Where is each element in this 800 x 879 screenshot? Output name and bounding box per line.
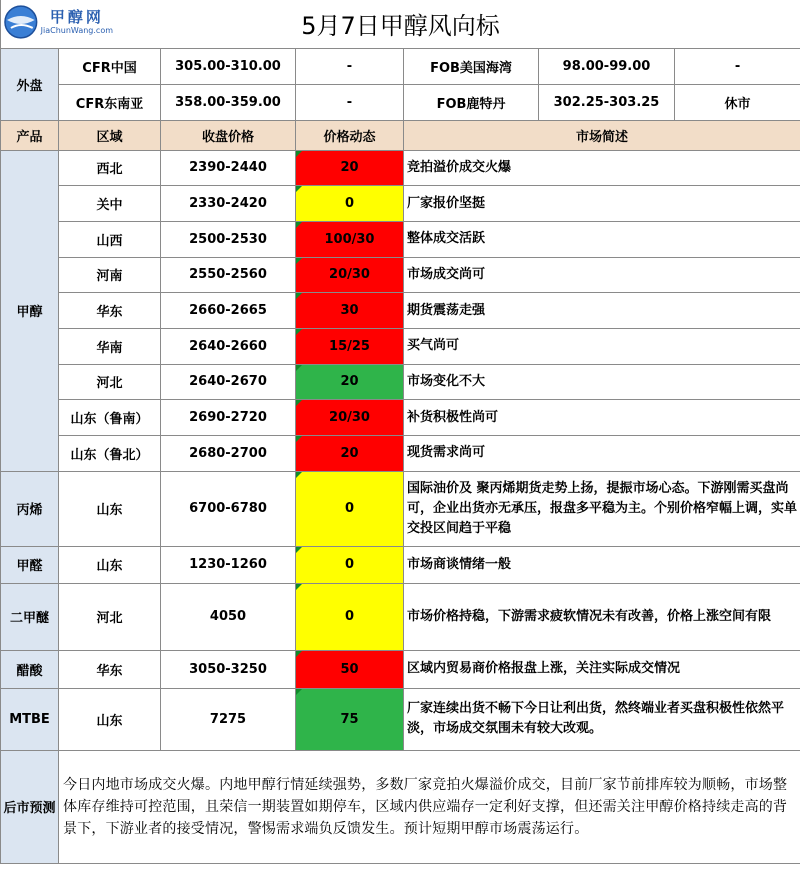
product-label: 丙烯 <box>1 471 59 546</box>
table-row <box>1 364 800 400</box>
column-header: 产品 <box>1 120 59 150</box>
region-cell: 山东（鲁南） <box>59 400 161 436</box>
external-row-2 <box>1 84 800 120</box>
change-cell: 20 <box>296 150 404 186</box>
title-cell <box>1 0 800 48</box>
note-cell: 厂家报价坚挺 <box>404 186 800 222</box>
region-cell: 山东（鲁北） <box>59 436 161 472</box>
table-row <box>1 328 800 364</box>
note-cell: 整体成交活跃 <box>404 221 800 257</box>
title-row <box>1 0 800 48</box>
price-cell: 4050 <box>161 583 296 650</box>
note-cell: 国际油价及 聚丙烯期货走势上扬，提振市场心态。下游刚需买盘尚可，企业出货亦无承压，报盘多平稳为主。个别价格窄幅上调，实单交投区间趋于平稳 <box>404 471 800 546</box>
change-cell: 75 <box>296 688 404 750</box>
external-cell: FOB鹿特丹 <box>404 84 539 120</box>
other-products-section <box>1 471 800 750</box>
region-cell: 河北 <box>59 583 161 650</box>
column-header: 市场简述 <box>404 120 800 150</box>
price-cell: 7275 <box>161 688 296 750</box>
region-cell: 山东 <box>59 471 161 546</box>
region-cell: 华东 <box>59 293 161 329</box>
change-cell: 0 <box>296 471 404 546</box>
external-cell: - <box>296 84 404 120</box>
region-cell: 山西 <box>59 221 161 257</box>
column-header: 收盘价格 <box>161 120 296 150</box>
site-logo[interactable] <box>3 2 113 42</box>
forecast-text: 今日内地市场成交火爆。内地甲醇行情延续强势，多数厂家竞拍火爆溢价成交，目前厂家节前排库较为顺畅，市场整体库存维持可控范围，且荣信一期装置如期停车，区域内供应端存一定利好支撑，但还需关注甲醇价格持续走高的背景下，下游业者的接受情况，警惕需求端负反馈发生。预计短期甲醇市场震荡运行。 <box>59 750 800 863</box>
note-cell: 市场变化不大 <box>404 364 800 400</box>
region-cell: 河南 <box>59 257 161 293</box>
external-cell: CFR东南亚 <box>59 84 161 120</box>
table-row <box>1 186 800 222</box>
region-cell: 山东 <box>59 546 161 583</box>
price-cell: 3050-3250 <box>161 650 296 688</box>
region-cell: 山东 <box>59 688 161 750</box>
change-cell: 50 <box>296 650 404 688</box>
change-cell: 0 <box>296 546 404 583</box>
price-cell: 2640-2670 <box>161 364 296 400</box>
external-cell: 302.25-303.25 <box>539 84 675 120</box>
change-cell: 20 <box>296 436 404 472</box>
change-cell: 100/30 <box>296 221 404 257</box>
region-cell: 华南 <box>59 328 161 364</box>
external-cell: FOB美国海湾 <box>404 48 539 84</box>
price-cell: 2660-2665 <box>161 293 296 329</box>
note-cell: 补货积极性尚可 <box>404 400 800 436</box>
table-row <box>1 583 800 650</box>
external-cell: 98.00-99.00 <box>539 48 675 84</box>
globe-logo-icon <box>3 4 39 40</box>
price-cell: 2550-2560 <box>161 257 296 293</box>
change-cell: 20 <box>296 364 404 400</box>
note-cell: 厂家连续出货不畅下今日让利出货，然终端业者买盘积极性依然平淡，市场成交氛围未有较大改观。 <box>404 688 800 750</box>
external-row-1 <box>1 48 800 84</box>
price-cell: 2500-2530 <box>161 221 296 257</box>
table-row <box>1 436 800 472</box>
region-cell: 华东 <box>59 650 161 688</box>
column-header-row <box>1 120 800 150</box>
page-title: 5月7日甲醇风向标 <box>301 12 500 41</box>
change-cell: 20/30 <box>296 257 404 293</box>
table-row <box>1 150 800 186</box>
product-label: 二甲醚 <box>1 583 59 650</box>
note-cell: 现货需求尚可 <box>404 436 800 472</box>
table-row <box>1 688 800 750</box>
region-cell: 西北 <box>59 150 161 186</box>
price-cell: 2390-2440 <box>161 150 296 186</box>
table-row <box>1 471 800 546</box>
column-header: 价格动态 <box>296 120 404 150</box>
region-cell: 河北 <box>59 364 161 400</box>
change-cell: 20/30 <box>296 400 404 436</box>
product-label: 甲醇 <box>1 150 59 471</box>
external-label: 外盘 <box>1 48 59 120</box>
external-cell: - <box>296 48 404 84</box>
external-cell: 305.00-310.00 <box>161 48 296 84</box>
note-cell: 竞拍溢价成交火爆 <box>404 150 800 186</box>
forecast-label: 后市预测 <box>1 750 59 863</box>
note-cell: 区域内贸易商价格报盘上涨，关注实际成交情况 <box>404 650 800 688</box>
change-cell: 15/25 <box>296 328 404 364</box>
logo-cn: 甲醇网 <box>49 7 104 26</box>
table-row <box>1 546 800 583</box>
price-cell: 2690-2720 <box>161 400 296 436</box>
note-cell: 市场价格持稳，下游需求疲软情况未有改善，价格上涨空间有限 <box>404 583 800 650</box>
price-cell: 2330-2420 <box>161 186 296 222</box>
external-cell: 358.00-359.00 <box>161 84 296 120</box>
price-cell: 6700-6780 <box>161 471 296 546</box>
change-cell: 30 <box>296 293 404 329</box>
methanol-section <box>1 150 800 471</box>
logo-en: JiaChunWang.com <box>40 25 113 35</box>
price-cell: 2680-2700 <box>161 436 296 472</box>
region-cell: 关中 <box>59 186 161 222</box>
note-cell: 市场成交尚可 <box>404 257 800 293</box>
note-cell: 买气尚可 <box>404 328 800 364</box>
table-row <box>1 400 800 436</box>
product-label: 甲醛 <box>1 546 59 583</box>
table-row <box>1 650 800 688</box>
table-row <box>1 221 800 257</box>
external-cell: CFR中国 <box>59 48 161 84</box>
table-row <box>1 293 800 329</box>
external-cell: 休市 <box>675 84 800 120</box>
column-header: 区域 <box>59 120 161 150</box>
change-cell: 0 <box>296 583 404 650</box>
note-cell: 期货震荡走强 <box>404 293 800 329</box>
product-label: 醋酸 <box>1 650 59 688</box>
note-cell: 市场商谈情绪一般 <box>404 546 800 583</box>
forecast-row <box>1 750 800 863</box>
price-cell: 1230-1260 <box>161 546 296 583</box>
price-cell: 2640-2660 <box>161 328 296 364</box>
external-cell: - <box>675 48 800 84</box>
product-label: MTBE <box>1 688 59 750</box>
table-row <box>1 257 800 293</box>
change-cell: 0 <box>296 186 404 222</box>
